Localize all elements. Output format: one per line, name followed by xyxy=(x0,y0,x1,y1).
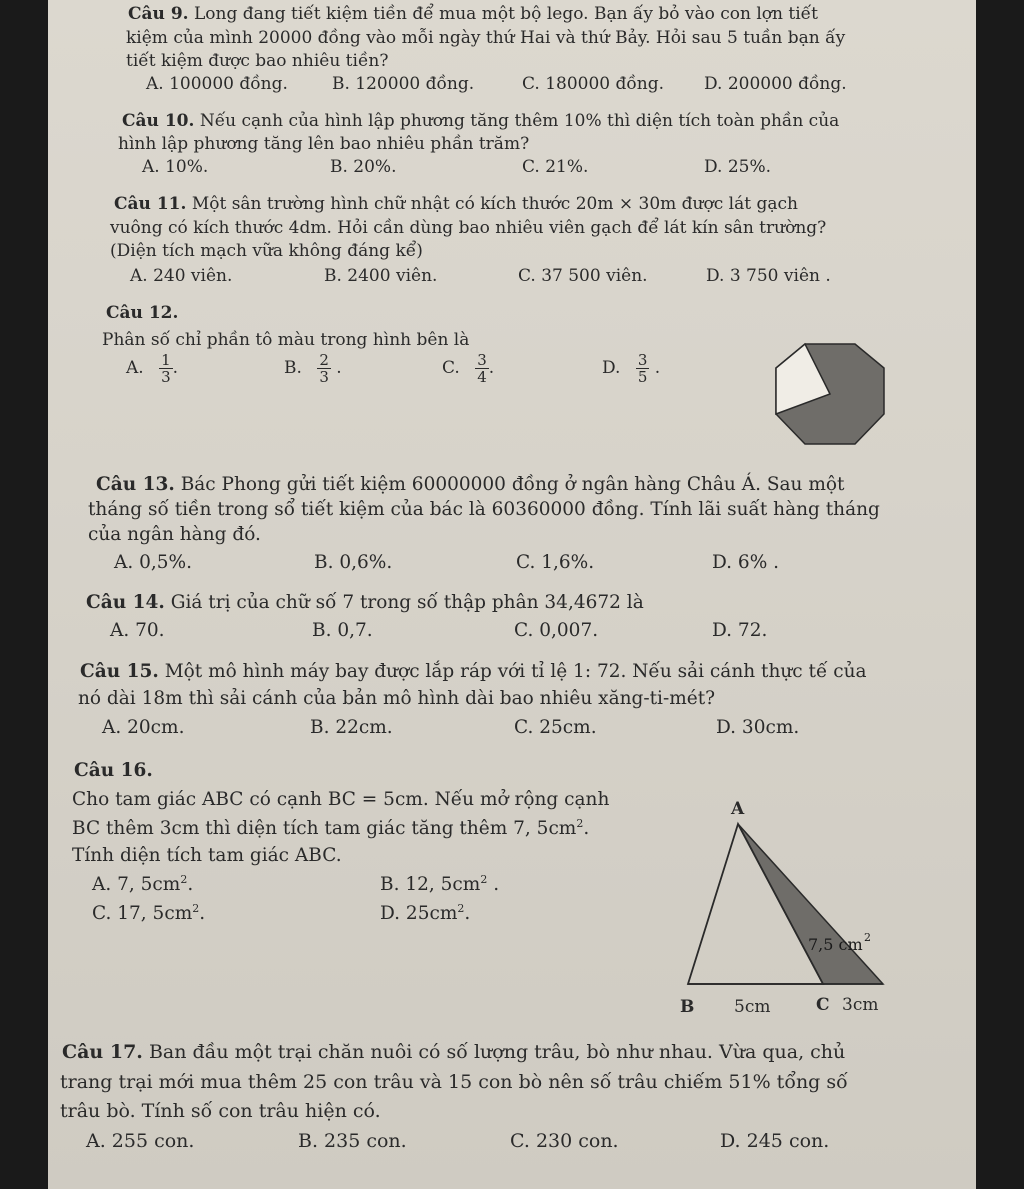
question-text: Bác Phong gửi tiết kiệm 60000000 đồng ở ngân hàng Châu Á. Sau một xyxy=(180,474,845,495)
option-b: B. 235 con. xyxy=(298,1130,407,1152)
option-a: A. 70. xyxy=(110,620,165,641)
question-text: Cho tam giác ABC có cạnh BC = 5cm. Nếu mở rộng cạnh xyxy=(72,789,610,810)
question-text: Long đang tiết kiệm tiền để mua một bộ lego. Bạn ấy bỏ vào con lợn tiết xyxy=(193,4,818,24)
option-c: C. 230 con. xyxy=(510,1130,619,1152)
fraction: $\frac{3}{4}$ xyxy=(477,351,487,386)
option-c: C. 180000 đồng. xyxy=(522,74,665,94)
triangle-figure xyxy=(668,792,898,1024)
question-title: Câu 10. xyxy=(122,111,195,131)
option-c: C. 0,007. xyxy=(514,620,599,641)
fraction: $\frac{1}{3}$ xyxy=(161,351,171,386)
option-d: D. 30cm. xyxy=(716,717,800,738)
option-d: D. $25cm^2$. xyxy=(380,902,471,925)
option-a: A. 100000 đồng. xyxy=(146,74,288,94)
question-text: BC thêm 3cm thì diện tích tam giác tăng thêm 7, 5cm xyxy=(72,818,577,840)
question-text: tiết kiệm được bao nhiêu tiền? xyxy=(126,51,389,71)
question-text: vuông có kích thước 4dm. Hỏi cần dùng bao nhiêu viên gạch để lát kín sân trường? xyxy=(110,218,827,238)
label-c: C xyxy=(816,995,830,1015)
option-d: D. 72. xyxy=(712,620,768,641)
option-b: B. 2400 viên. xyxy=(324,266,438,286)
label-b: B xyxy=(680,997,695,1017)
question-text: Giá trị của chữ số 7 trong số thập phân 34,4672 là xyxy=(170,592,644,613)
option-b: B. 0,7. xyxy=(312,620,373,641)
question-text: Một mô hình máy bay được lắp ráp với tỉ lệ 1: 72. Nếu sải cánh thực tế của xyxy=(164,661,867,682)
option-d: D. 25%. xyxy=(704,157,772,177)
fraction: $\frac{2}{3}$ xyxy=(319,351,329,386)
option-a: A. $\frac{1}{3}$ . xyxy=(126,351,179,386)
label-area-sup: 2 xyxy=(864,931,871,944)
option-d: D. 200000 đồng. xyxy=(704,74,847,94)
option-b: B. 120000 đồng. xyxy=(332,74,475,94)
option-a: A. 20cm. xyxy=(102,717,185,738)
option-b: B. 12, $5cm^2$ . xyxy=(380,873,500,896)
question-text: trâu bò. Tính số con trâu hiện có. xyxy=(60,1100,381,1122)
question-text: trang trại mới mua thêm 25 con trâu và 15 con bò nên số trâu chiếm 51% tổng số xyxy=(60,1071,848,1093)
option-c: C. 37 500 viên. xyxy=(518,266,648,286)
option-c: C. 21%. xyxy=(522,157,589,177)
question-text: Tính diện tích tam giác ABC. xyxy=(72,845,342,866)
question-text: Phân số chỉ phần tô màu trong hình bên là xyxy=(102,330,470,350)
octagon-figure xyxy=(770,340,890,450)
option-d: D. 3 750 viên . xyxy=(706,266,831,286)
question-text: (Diện tích mạch vữa không đáng kể) xyxy=(110,241,423,261)
option-d: D. 6% . xyxy=(712,552,780,573)
question-text: tháng số tiền trong sổ tiết kiệm của bác là 60360000 đồng. Tính lãi suất hàng tháng xyxy=(88,499,880,520)
option-a: A. 255 con. xyxy=(86,1130,195,1152)
question-title: Câu 12. xyxy=(106,303,179,323)
label-ext: 3cm xyxy=(842,995,879,1015)
question-title: Câu 16. xyxy=(74,760,153,781)
question-title: Câu 17. xyxy=(62,1041,143,1063)
label-a: A xyxy=(731,799,745,819)
option-c: C. 17, $5cm^2$. xyxy=(92,902,206,925)
option-a: A. 240 viên. xyxy=(130,266,233,286)
question-text: Ban đầu một trại chăn nuôi có số lượng trâu, bò như nhau. Vừa qua, chủ xyxy=(148,1041,846,1063)
option-a: A. 0,5%. xyxy=(114,552,193,573)
question-text: Một sân trường hình chữ nhật có kích thước 20m × 30m được lát gạch xyxy=(191,194,798,214)
question-title: Câu 14. xyxy=(86,592,165,613)
fraction: $\frac{3}{5}$ xyxy=(637,351,648,386)
option-b: B. $\frac{2}{3}$ . xyxy=(284,351,342,386)
option-c: C. $\frac{3}{4}$ . xyxy=(442,351,495,386)
question-title: Câu 13. xyxy=(96,474,175,495)
option-d: D. $\frac{3}{5}$ . xyxy=(602,351,661,386)
question-text: Nếu cạnh của hình lập phương tăng thêm 10% thì diện tích toàn phần của xyxy=(199,111,840,131)
option-b: B. 0,6%. xyxy=(314,552,393,573)
question-title: Câu 15. xyxy=(80,661,159,682)
question-title: Câu 9. xyxy=(128,4,189,24)
question-text: của ngân hàng đó. xyxy=(88,524,261,545)
label-area: 7,5 cm xyxy=(808,935,863,954)
option-d: D. 245 con. xyxy=(720,1130,830,1152)
label-bc: 5cm xyxy=(734,997,771,1017)
option-b: B. 22cm. xyxy=(310,717,393,738)
question-text: hình lập phương tăng lên bao nhiêu phần trăm? xyxy=(118,134,530,154)
option-a: A. 7, $5cm^2$. xyxy=(92,873,194,896)
question-title: Câu 11. xyxy=(114,194,187,214)
option-c: C. 25cm. xyxy=(514,717,597,738)
option-b: B. 20%. xyxy=(330,157,397,177)
worksheet-page: Câu 9. Long đang tiết kiệm tiền để mua một bộ lego. Bạn ấy bỏ vào con lợn tiết kiệm của mình 20000 đồng vào mỗi ngày thứ Hai và thứ Bảy. Hỏi sau 5 tuần bạn ấy tiết kiệm được bao nhiêu tiền? A. 100000 đồng. B. 120000 đồng. C. 180000 đồng. D. 200000 đồng. Câu 10. Nếu cạnh của hình lập phương tăng thêm 10% thì diện tích toàn phần của hình lập phương tăng lên bao nhiêu phần trăm? A. 10%. B. 20%. C. 21%. D. 25%. Câu 11. Một sân trường hình chữ nhật có kích thước 20m × 30m được lát gạch vuông có kích thước 4dm. Hỏi cần dùng bao nhiêu viên gạch để lát kín sân trường? (Diện tích mạch vữa không đáng kể) A. 240 viên. B. 2400 viên. C. 37 500 viên. D. 3 750 viên . Câu 12. Phân số chỉ phần tô màu trong hình bên là A. $\frac{1}{3}$ . B. $\frac{2}{3}$ . C. $\frac{3}{4}$ . D. $\frac{3}{5}$ . Câu 13. Bác Phong gửi tiết kiệm 60000000 đồng ở ngân hàng Châu Á. Sau một tháng số tiền trong sổ tiết kiệm của bác là 60360000 đồng. Tính lãi suất hàng tháng của ngân hàng đó. A. 0,5%. B. 0,6%. C. 1,6%. D. 6% . Câu 14. Giá trị của chữ số 7 trong số thập phân 34,4672 là A. 70. B. 0,7. C. 0,007. D. 72. Câu 15. Một mô hình máy bay được lắp ráp với tỉ lệ 1: 72. Nếu sải cánh thực tế của nó dài 18m thì sải cánh của bản mô hình dài bao nhiêu xăng-ti-mét? A. 20cm. B. 22cm. C. 25cm. D. 30cm. Câu 16. Cho tam giác ABC có cạnh BC = 5cm. Nếu mở rộng cạnh BC thêm 3cm thì diện tích tam giác tăng thêm 7, $5cm^2$. Tính diện tích tam giác ABC. A. 7, $5cm^2$. B. 12, $5cm^2$ . C. 17, $5cm^2$. D. $25cm^2$. A B 5cm C 3cm 7,5 cm 2 Câu 17. Ban đầu một trại chăn nuôi có số lượng trâu, bò như nhau. Vừa qua, chủ trang trại mới mua thêm 25 con trâu và 15 con bò nên số trâu chiếm 51% tổng số trâu bò. Tính số con trâu hiện có. A. 255 con. B. 235 con. C. 230 con. D. 245 con. xyxy=(48,0,976,1189)
option-c: C. 1,6%. xyxy=(516,552,595,573)
question-text: kiệm của mình 20000 đồng vào mỗi ngày thứ Hai và thứ Bảy. Hỏi sau 5 tuần bạn ấy xyxy=(126,28,846,48)
option-a: A. 10%. xyxy=(142,157,209,177)
question-text: nó dài 18m thì sải cánh của bản mô hình dài bao nhiêu xăng-ti-mét? xyxy=(78,688,716,709)
